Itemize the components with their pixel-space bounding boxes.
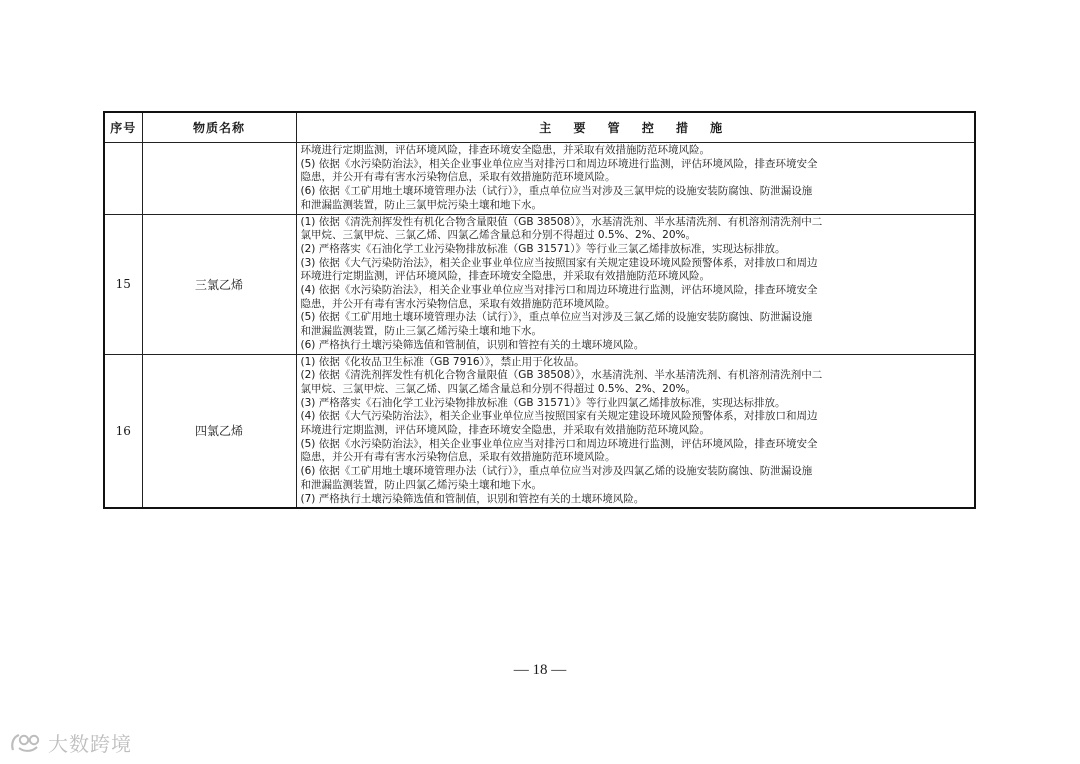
measure-line: (3) 严格落实《石油化学工业污染物排放标准（GB 31571）》等行业四氯乙烯排放标准，实现达标排放。 [300, 396, 786, 409]
row-substance-name: 四氯乙烯 [142, 354, 296, 508]
measure-line: 隐患，并公开有毒有害水污染物信息，采取有效措施防范环境风险。 [300, 451, 616, 464]
measure-line: 氯甲烷、三氯甲烷、三氯乙烯、四氯乙烯含量总和分别不得超过 0.5%、2%、20%。 [300, 229, 697, 242]
measure-line: (7) 严格执行土壤污染筛选值和管制值，识别和管控有关的土壤环境风险。 [300, 492, 645, 505]
header-serial-number: 序号 [104, 112, 142, 143]
row-substance-name [142, 143, 296, 215]
measure-line: (4) 依据《大气污染防治法》，相关企业事业单位应当按照国家有关规定建设环境风险预警体系，对排放口和周边 [300, 410, 818, 423]
measure-line: (6) 严格执行土壤污染筛选值和管制值，识别和管控有关的土壤环境风险。 [300, 338, 645, 351]
table-header-row [104, 112, 975, 143]
table-body [104, 143, 975, 509]
measure-line: (1) 依据《清洗剂挥发性有机化合物含量限值（GB 38508）》，水基清洗剂、半水基清洗剂、有机溶剂清洗剂中二 [300, 215, 823, 228]
measure-line: 隐患，并公开有毒有害水污染物信息，采取有效措施防范环境风险。 [300, 171, 616, 184]
row-measures [296, 214, 975, 354]
table-row [104, 354, 975, 508]
measure-line: (5) 依据《水污染防治法》，相关企业事业单位应当对排污口和周边环境进行监测，评估环境风险，排查环境安全 [300, 437, 818, 450]
table-row [104, 214, 975, 354]
measure-line: 氯甲烷、三氯甲烷、三氯乙烯、四氯乙烯含量总和分别不得超过 0.5%、2%、20%。 [300, 382, 697, 395]
measure-line: 环境进行定期监测，评估环境风险，排查环境安全隐患，并采取有效措施防范环境风险。 [300, 144, 710, 156]
row-measures [296, 354, 975, 508]
measure-line: (6) 依据《工矿用地土壤环境管理办法（试行）》，重点单位应当对涉及三氯甲烷的设施安装防腐蚀、防泄漏设施 [300, 185, 813, 198]
measure-line: (1) 依据《化妆品卫生标准（GB 7916）》，禁止用于化妆品。 [300, 355, 585, 368]
page-number: — 18 — [513, 662, 567, 678]
header-main-measures: 主 要 管 控 措 施 [296, 112, 975, 143]
watermark-text: 大数跨境 [48, 732, 132, 756]
measure-line: (5) 依据《工矿用地土壤环境管理办法（试行）》，重点单位应当对涉及三氯乙烯的设施安装防腐蚀、防泄漏设施 [300, 311, 813, 324]
watermark [10, 728, 132, 757]
row-serial-number: 16 [104, 354, 142, 508]
measure-line: 环境进行定期监测，评估环境风险，排查环境安全隐患，并采取有效措施防范环境风险。 [300, 270, 710, 283]
control-measures-table [103, 111, 976, 509]
row-serial-number [104, 143, 142, 215]
measure-line: 环境进行定期监测，评估环境风险，排查环境安全隐患，并采取有效措施防范环境风险。 [300, 424, 710, 437]
table-row [104, 143, 975, 215]
row-serial-number: 15 [104, 214, 142, 354]
measure-line: 和泄漏监测装置，防止三氯乙烯污染土壤和地下水。 [300, 325, 542, 338]
brand-logo-icon [10, 732, 44, 754]
measure-line: (5) 依据《水污染防治法》，相关企业事业单位应当对排污口和周边环境进行监测，评估环境风险，排查环境安全 [300, 157, 818, 170]
measure-line: (3) 依据《大气污染防治法》，相关企业事业单位应当按照国家有关规定建设环境风险预警体系，对排放口和周边 [300, 256, 818, 269]
row-measures [296, 143, 975, 215]
measure-line: (6) 依据《工矿用地土壤环境管理办法（试行）》，重点单位应当对涉及四氯乙烯的设施安装防腐蚀、防泄漏设施 [300, 465, 813, 478]
measure-line: (4) 依据《水污染防治法》，相关企业事业单位应当对排污口和周边环境进行监测，评估环境风险，排查环境安全 [300, 284, 818, 297]
measure-line: 隐患，并公开有毒有害水污染物信息，采取有效措施防范环境风险。 [300, 297, 616, 310]
measure-line: (2) 严格落实《石油化学工业污染物排放标准（GB 31571）》等行业三氯乙烯排放标准，实现达标排放。 [300, 242, 786, 255]
measure-line: 和泄漏监测装置，防止四氯乙烯污染土壤和地下水。 [300, 478, 542, 491]
measure-line: 和泄漏监测装置，防止三氯甲烷污染土壤和地下水。 [300, 198, 542, 211]
row-substance-name: 三氯乙烯 [142, 214, 296, 354]
measure-line: (2) 依据《清洗剂挥发性有机化合物含量限值（GB 38508）》，水基清洗剂、半水基清洗剂、有机溶剂清洗剂中二 [300, 369, 823, 382]
header-substance-name: 物质名称 [142, 112, 296, 143]
